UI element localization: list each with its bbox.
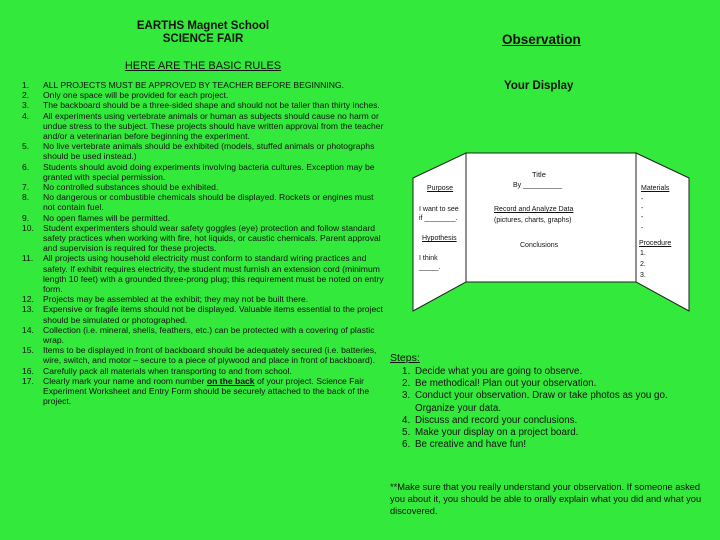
understanding-note: **Make sure that you really understand your observation. If someone asked you about it, you should be able to orally explain what you did and what you discovered. [390,482,702,516]
rule-item: 17. Clearly mark your name and room number on the back of your project. Science Fair Experiment Worksheet and Entry Form should be securely attached to the back of the project. [22,375,370,407]
board-want-to-see: I want to see [419,206,459,213]
rule-item: 13. Expensive or fragile items should not be displayed. Valuable items essential to the project should be simulated or photographed. [22,304,383,325]
board-i-think: I think [419,255,438,262]
step-item: 1. Decide what you are going to observe. [402,366,583,377]
board-procedure: Procedure [639,240,672,247]
board-dash: - [641,214,644,221]
rule-item: 2. Only one space will be provided for each project. [22,90,229,101]
board-conclusions: Conclusions [520,242,559,249]
left-panel [413,153,466,311]
rule-item: 14. Collection (i.e. mineral, shells, feathers, etc.) can be protected with a covering of plastic wrap. [22,324,375,346]
board-hypothesis: Hypothesis [422,235,457,242]
rule-item: 16. Carefully pack all materials when transporting to and from school. [22,365,292,376]
display-title: Your Display [504,80,574,92]
rule-item: 12. Projects may be assembled at the exhibit; they may not be built there. [22,294,309,305]
event-name: SCIENCE FAIR [162,33,244,45]
step-item: 6. Be creative and have fun! [402,439,527,451]
rule-item: 4. All experiments using vertebrate animals or human as subjects should cause no harm or undue stress to the subject. These projects should have written approval from the teacher and/or a veterinarian before beginning the experiment. [22,110,384,142]
school-name: EARTHS Magnet School [136,20,270,32]
rule-item: 11. All projects using household electricity must conform to standard wiring practices and safety. If exhibit requires electricity, the student must furnish an extension cord (minimum length 10 feet) with a grounded three-prong plug; this requirement must be noted on entry form. [22,253,384,295]
board-dash: - [641,196,644,203]
board-record-sub: (pictures, charts, graphs) [494,217,572,224]
board-proc-step: 3. [640,272,646,279]
board-if-line: if ________. [419,215,458,222]
board-think-line: _____. [419,264,441,271]
step-item: 3. Conduct your observation. Draw or take photos as you go. Organize your data. [402,390,668,414]
board-title: Title [532,170,546,179]
display-board-diagram [410,150,692,315]
rule-item: 5. No live vertebrate animals should be exhibited (models, stuffed animals or photographs should be used instead.) [22,141,375,162]
rule-item: 9. No open flames will be permitted. [22,212,171,223]
board-by-line: By __________ [513,182,563,189]
rule-item: 3. The backboard should be a three-sided shape and should not be taller than thirty inches. [22,100,380,111]
board-record-data: Record and Analyze Data [494,206,574,213]
rule-item: 6. Students should avoid doing experiments involving bacteria cultures. Exception may be granted with special permission. [22,161,375,182]
step-item: 2. Be methodical! Plan out your observation. [402,378,597,390]
trifold-board [410,150,692,315]
board-materials: Materials [641,185,670,192]
right-panel [636,153,689,311]
board-proc-step: 2. [640,261,646,268]
steps-heading: Steps: [390,352,420,364]
board-purpose: Purpose [427,185,454,192]
rule-item: 7. No controlled substances should be exhibited. [22,182,219,193]
rule-item: 1. ALL PROJECTS MUST BE APPROVED BY TEACHER BEFORE BEGINNING. [22,80,345,90]
rules-heading: HERE ARE THE BASIC RULES [124,60,282,72]
rule-item: 8. No dangerous or combustible chemicals should be displayed. Rockets or engines must not contain fuel. [22,192,374,213]
rule-item: 15. Items to be displayed in front of backboard should be adequately secured (i.e. batteries, wire, switch, and motor – secure to a piece of plywood and place in front of backboard). [22,345,377,366]
emphasis-on-the-back: on the back [206,375,255,386]
rule-item: 10. Student experimenters should wear safety goggles (eye) protection and follow standard safety practices when working with fire, hot liquids, or caustic chemicals. Parent approval and supervision is required for these projects. [22,222,381,254]
board-proc-step: 1. [640,250,646,257]
board-dash: - [641,225,644,232]
steps-list [390,366,710,451]
rules-column [22,20,384,407]
observation-title: Observation [502,32,581,47]
rules-list [22,80,384,407]
observation-column [390,0,720,540]
board-dash: - [641,205,644,212]
step-item: 4. Discuss and record your conclusions. [402,414,578,426]
step-item: 5. Make your display on a project board. [402,427,579,439]
